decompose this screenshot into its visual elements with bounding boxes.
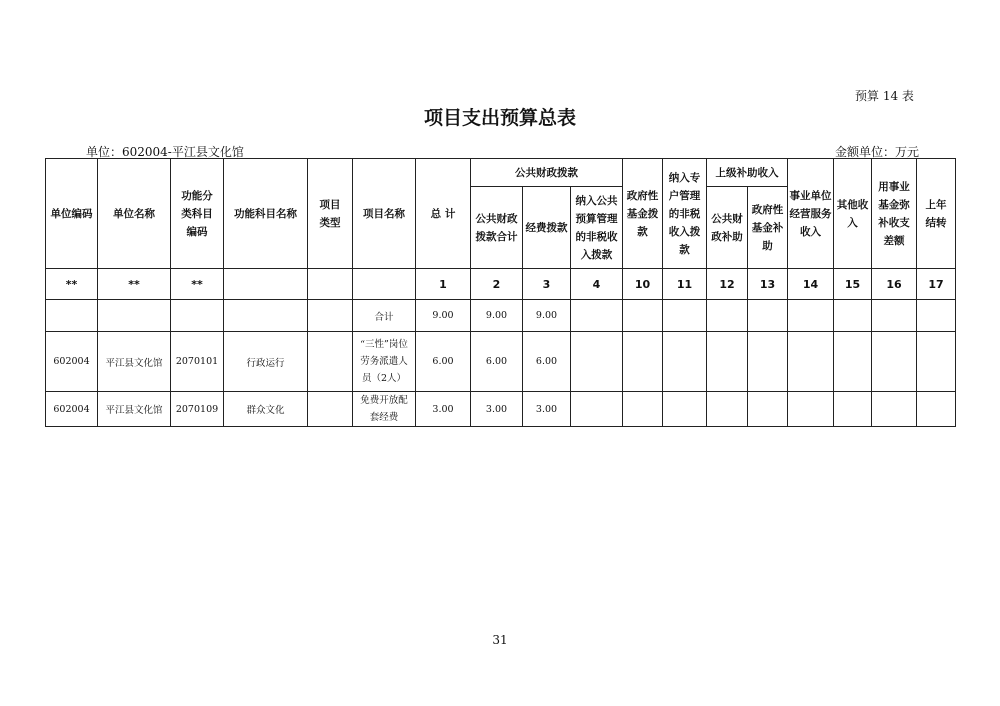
col-num-cell: 10 <box>623 269 663 300</box>
header-proj-type-text: 项目类型 <box>319 198 341 229</box>
header-public-finance: 公共财政拨款 <box>471 159 623 187</box>
header-total: 总 计 <box>416 159 471 269</box>
col-num-cell: 1 <box>416 269 471 300</box>
cell-unit-name <box>98 300 171 332</box>
cell-empty <box>872 392 917 427</box>
col-num-cell: 15 <box>834 269 872 300</box>
col-num-cell: 4 <box>571 269 623 300</box>
header-special-non-tax-text: 纳入专户管理的非税收入拨款 <box>668 171 701 256</box>
cell-funding: 6.00 <box>523 332 571 392</box>
cell-empty <box>917 392 956 427</box>
cell-empty <box>707 392 748 427</box>
col-num-cell: 11 <box>663 269 707 300</box>
header-public-fin-total <box>471 187 523 269</box>
table-number: 预算 14 表 <box>855 89 914 103</box>
header-unit-name: 单位名称 <box>98 159 171 269</box>
cell-total: 6.00 <box>416 332 471 392</box>
cell-empty <box>788 332 834 392</box>
header-func-code-text: 功能分类科目编码 <box>181 189 213 238</box>
budget-table <box>45 158 956 427</box>
header-non-tax-text: 纳入公共预算管理的非税收入拨款 <box>575 194 618 261</box>
cell-proj-type <box>308 332 353 392</box>
cell-empty <box>707 300 748 332</box>
header-superior-fund <box>748 187 788 269</box>
cell-public-fin-total: 3.00 <box>471 392 523 427</box>
cell-func-name: 行政运行 <box>224 332 308 392</box>
cell-empty <box>571 392 623 427</box>
header-func-name: 功能科目名称 <box>224 159 308 269</box>
col-num-cell <box>308 269 353 300</box>
table-row <box>46 392 956 427</box>
col-num-cell: ** <box>46 269 98 300</box>
cell-proj-name <box>353 392 416 427</box>
col-num-cell: ** <box>171 269 224 300</box>
cell-empty <box>663 300 707 332</box>
cell-funding: 9.00 <box>523 300 571 332</box>
header-other-text: 其他收入 <box>836 198 869 229</box>
col-num-cell: ** <box>98 269 171 300</box>
header-func-code <box>171 159 224 269</box>
cell-empty <box>834 300 872 332</box>
cell-empty <box>623 332 663 392</box>
cell-funding: 3.00 <box>523 392 571 427</box>
header-superior: 上级补助收入 <box>707 159 788 187</box>
column-number-row <box>46 269 956 300</box>
cell-empty <box>788 392 834 427</box>
header-proj-type <box>308 159 353 269</box>
header-operating <box>788 159 834 269</box>
header-funding: 经费拨款 <box>523 187 571 269</box>
header-fund-offset <box>872 159 917 269</box>
table-row <box>46 332 956 392</box>
header-superior-public <box>707 187 748 269</box>
cell-empty <box>748 300 788 332</box>
header-superior-public-text: 公共财政补助 <box>711 212 743 243</box>
cell-proj-name: 合计 <box>353 300 416 332</box>
header-special-non-tax <box>663 159 707 269</box>
unit-label: 单位：602004-平江县文化馆 <box>86 145 244 159</box>
cell-empty <box>623 392 663 427</box>
cell-func-code: 2070109 <box>171 392 224 427</box>
col-num-cell: 13 <box>748 269 788 300</box>
cell-proj-type <box>308 392 353 427</box>
cell-proj-name-text: “三性”岗位劳务派遣人员（2人） <box>360 339 408 384</box>
col-num-cell: 2 <box>471 269 523 300</box>
header-fund-offset-text: 用事业基金弥补收支差额 <box>878 180 910 247</box>
col-num-cell: 3 <box>523 269 571 300</box>
cell-unit-name: 平江县文化馆 <box>98 392 171 427</box>
header-superior-fund-text: 政府性基金补助 <box>751 203 784 252</box>
cell-empty <box>663 392 707 427</box>
cell-total: 9.00 <box>416 300 471 332</box>
header-other <box>834 159 872 269</box>
cell-empty <box>834 392 872 427</box>
cell-proj-name-text: 免费开放配套经费 <box>360 395 408 423</box>
cell-unit-code: 602004 <box>46 332 98 392</box>
cell-unit-code: 602004 <box>46 392 98 427</box>
col-num-cell: 17 <box>917 269 956 300</box>
cell-func-name <box>224 300 308 332</box>
col-num-cell: 12 <box>707 269 748 300</box>
header-gov-fund <box>623 159 663 269</box>
cell-public-fin-total: 6.00 <box>471 332 523 392</box>
cell-empty <box>571 300 623 332</box>
cell-proj-name <box>353 332 416 392</box>
cell-empty <box>707 332 748 392</box>
cell-empty <box>872 300 917 332</box>
col-num-cell <box>353 269 416 300</box>
cell-total: 3.00 <box>416 392 471 427</box>
cell-func-name: 群众文化 <box>224 392 308 427</box>
cell-empty <box>748 332 788 392</box>
cell-empty <box>748 392 788 427</box>
cell-empty <box>872 332 917 392</box>
header-proj-name: 项目名称 <box>353 159 416 269</box>
cell-empty <box>663 332 707 392</box>
col-num-cell <box>224 269 308 300</box>
table-row-total <box>46 300 956 332</box>
cell-empty <box>834 332 872 392</box>
header-non-tax <box>571 187 623 269</box>
col-num-cell: 16 <box>872 269 917 300</box>
cell-proj-type <box>308 300 353 332</box>
cell-public-fin-total: 9.00 <box>471 300 523 332</box>
page-number: 31 <box>492 633 508 647</box>
header-public-fin-total-text: 公共财政拨款合计 <box>475 212 518 243</box>
money-unit-label: 金额单位：万元 <box>835 145 920 159</box>
cell-unit-code <box>46 300 98 332</box>
cell-unit-name: 平江县文化馆 <box>98 332 171 392</box>
cell-func-code <box>171 300 224 332</box>
header-carryover <box>917 159 956 269</box>
header-carryover-text: 上年结转 <box>925 198 947 229</box>
header-gov-fund-text: 政府性基金拨款 <box>626 189 659 238</box>
cell-empty <box>571 332 623 392</box>
header-operating-text: 事业单位经营服务收入 <box>789 189 832 238</box>
cell-empty <box>917 332 956 392</box>
cell-empty <box>623 300 663 332</box>
col-num-cell: 14 <box>788 269 834 300</box>
cell-func-code: 2070101 <box>171 332 224 392</box>
cell-empty <box>917 300 956 332</box>
header-unit-code: 单位编码 <box>46 159 98 269</box>
document-title: 项目支出预算总表 <box>423 107 576 129</box>
cell-empty <box>788 300 834 332</box>
